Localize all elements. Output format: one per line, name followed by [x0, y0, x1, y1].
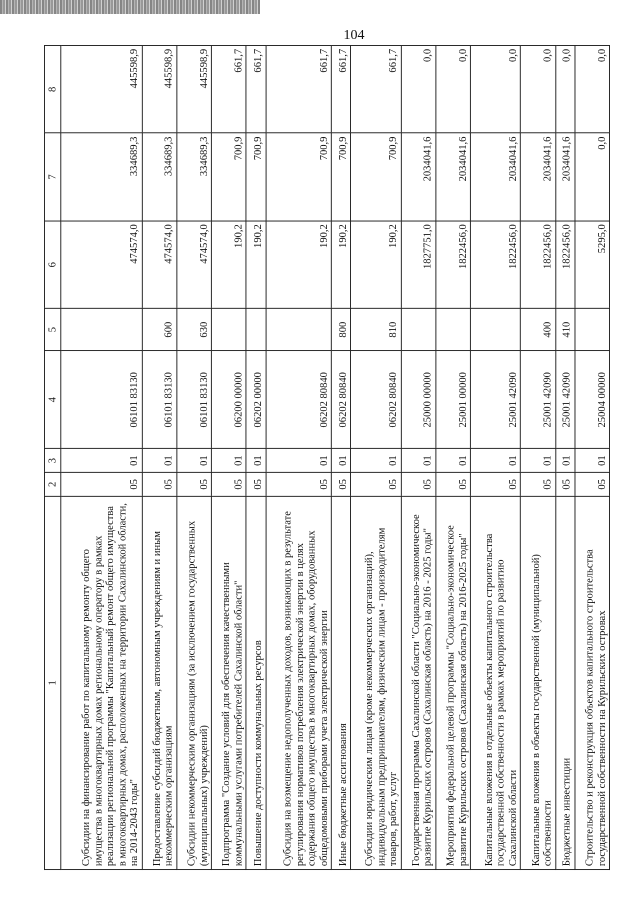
- budget-table: [44, 45, 610, 870]
- row-name-cell: Субсидии некоммерческим организациям (за исключением государственных (муниципальных) учреждений): [177, 496, 212, 869]
- row-value-cell: 2034041,6: [470, 133, 520, 221]
- row-target-article-cell: 06101 83130: [177, 351, 212, 449]
- table-row: [401, 45, 436, 869]
- table-row: [331, 45, 350, 869]
- table-row: [351, 45, 401, 869]
- row-value-cell: 0,0: [401, 45, 436, 133]
- row-name-cell: Иные бюджетные ассигнования: [331, 496, 350, 869]
- row-name-cell: Капитальные вложения в объекты государственной (муниципальной) собственности: [521, 496, 556, 869]
- row-value-cell: 1822456,0: [555, 221, 574, 309]
- row-value-cell: 445598,9: [177, 45, 212, 133]
- table-body: [61, 45, 610, 869]
- row-section-cell: 05: [61, 472, 142, 496]
- row-name-cell: Капитальные вложения в отдельные объекты капитального строительства государственной собственности в рамках мероприятий по развитию Сахалинской области: [470, 496, 520, 869]
- row-section-cell: 05: [470, 472, 520, 496]
- scan-artifact: [0, 0, 260, 14]
- row-target-article-cell: 06200 00000: [212, 351, 247, 449]
- header-cell: 2: [44, 472, 60, 496]
- row-target-article-cell: 25000 00000: [401, 351, 436, 449]
- header-cell: 8: [44, 45, 60, 133]
- row-value-cell: 1822456,0: [470, 221, 520, 309]
- row-value-cell: 334689,3: [61, 133, 142, 221]
- row-expense-type-cell: [246, 309, 265, 351]
- row-name-cell: Бюджетные инвестиции: [555, 496, 574, 869]
- row-section-cell: 05: [575, 472, 610, 496]
- row-subsection-cell: 01: [575, 449, 610, 473]
- row-value-cell: 0,0: [555, 45, 574, 133]
- row-target-article-cell: 06202 80840: [331, 351, 350, 449]
- table-row: [142, 45, 177, 869]
- row-section-cell: 05: [331, 472, 350, 496]
- row-name-cell: Строительство и реконструкция объектов капитального строительства государственной собственности на Курильских островах: [575, 496, 610, 869]
- row-expense-type-cell: 410: [555, 309, 574, 351]
- table-row: [555, 45, 574, 869]
- row-value-cell: 0,0: [521, 45, 556, 133]
- table-row: [246, 45, 265, 869]
- table-row: [436, 45, 471, 869]
- row-section-cell: 05: [142, 472, 177, 496]
- row-subsection-cell: 01: [331, 449, 350, 473]
- row-subsection-cell: 01: [61, 449, 142, 473]
- row-subsection-cell: 01: [246, 449, 265, 473]
- row-value-cell: 190,2: [246, 221, 265, 309]
- row-section-cell: 05: [351, 472, 401, 496]
- row-value-cell: 334689,3: [177, 133, 212, 221]
- row-subsection-cell: 01: [212, 449, 247, 473]
- header-cell: 7: [44, 133, 60, 221]
- row-value-cell: 661,7: [351, 45, 401, 133]
- row-subsection-cell: 01: [142, 449, 177, 473]
- row-expense-type-cell: [401, 309, 436, 351]
- table-row: [61, 45, 142, 869]
- row-value-cell: 190,2: [331, 221, 350, 309]
- table-row: [266, 45, 332, 869]
- row-name-cell: Мероприятия федеральной целевой программы "Социально-экономическое развитие Курильских островов (Сахалинская область) на 2016-2025 годы": [436, 496, 471, 869]
- table-row: [575, 45, 610, 869]
- row-value-cell: 190,2: [351, 221, 401, 309]
- page-number-text: 104: [343, 28, 365, 43]
- table-row: [177, 45, 212, 869]
- row-section-cell: 05: [555, 472, 574, 496]
- row-name-cell: Повышение доступности коммунальных ресурсов: [246, 496, 265, 869]
- row-expense-type-cell: 600: [142, 309, 177, 351]
- row-value-cell: 5295,0: [575, 221, 610, 309]
- row-target-article-cell: 06101 83130: [61, 351, 142, 449]
- row-expense-type-cell: [266, 309, 332, 351]
- row-target-article-cell: 25001 42090: [521, 351, 556, 449]
- row-name-cell: Подпрограмма "Создание условий для обеспечения качественными коммунальными услугами потребителей Сахалинской области": [212, 496, 247, 869]
- header-cell: 3: [44, 449, 60, 473]
- row-section-cell: 05: [401, 472, 436, 496]
- row-section-cell: 05: [266, 472, 332, 496]
- row-value-cell: 334689,3: [142, 133, 177, 221]
- row-name-cell: Субсидии на финансирование работ по капитальному ремонту общего имущества в многоквартирных домах региональному оператору в рамках реализации региональной программы "Капитальный ремонт общего имущества в многоквартирных домах, расположенных на территории Сахалинской области, на 2014-2043 годы": [61, 496, 142, 869]
- row-subsection-cell: 01: [351, 449, 401, 473]
- header-cell: 4: [44, 351, 60, 449]
- row-name-cell: Субсидия на возмещение недополученных доходов, возникающих в результате регулирования нормативов потребления электрической энергии в целях содержания общего имущества в многоквартирных домах, оборудованных общедомовыми приборами учета электрической энергии: [266, 496, 332, 869]
- row-value-cell: 661,7: [331, 45, 350, 133]
- page-number: [74, 29, 634, 43]
- row-value-cell: 700,9: [331, 133, 350, 221]
- row-target-article-cell: 06202 80840: [351, 351, 401, 449]
- row-value-cell: 474574,0: [177, 221, 212, 309]
- row-target-article-cell: 25001 42090: [470, 351, 520, 449]
- row-subsection-cell: 01: [470, 449, 520, 473]
- row-value-cell: 700,9: [351, 133, 401, 221]
- row-expense-type-cell: [470, 309, 520, 351]
- row-value-cell: 0,0: [470, 45, 520, 133]
- row-value-cell: 2034041,6: [436, 133, 471, 221]
- table-row: [212, 45, 247, 869]
- row-value-cell: 445598,9: [61, 45, 142, 133]
- row-value-cell: 190,2: [266, 221, 332, 309]
- table-container: [44, 45, 610, 867]
- row-target-article-cell: 25001 42090: [555, 351, 574, 449]
- row-value-cell: 661,7: [246, 45, 265, 133]
- row-subsection-cell: 01: [401, 449, 436, 473]
- header-cell: 6: [44, 221, 60, 309]
- row-value-cell: 474574,0: [142, 221, 177, 309]
- row-value-cell: 661,7: [266, 45, 332, 133]
- row-expense-type-cell: [575, 309, 610, 351]
- row-value-cell: 474574,0: [61, 221, 142, 309]
- row-value-cell: 700,9: [212, 133, 247, 221]
- row-value-cell: 2034041,6: [401, 133, 436, 221]
- row-target-article-cell: 06202 80840: [266, 351, 332, 449]
- row-section-cell: 05: [212, 472, 247, 496]
- row-value-cell: 2034041,6: [555, 133, 574, 221]
- row-target-article-cell: 06101 83130: [142, 351, 177, 449]
- row-expense-type-cell: 800: [331, 309, 350, 351]
- row-subsection-cell: 01: [266, 449, 332, 473]
- row-value-cell: 190,2: [212, 221, 247, 309]
- row-section-cell: 05: [436, 472, 471, 496]
- header-row: [44, 45, 60, 869]
- row-value-cell: 445598,9: [142, 45, 177, 133]
- row-target-article-cell: 25001 00000: [436, 351, 471, 449]
- header-cell: 5: [44, 309, 60, 351]
- row-name-cell: Государственная программа Сахалинской области "Социально-экономическое развитие Курильских островов (Сахалинская область) на 2016 - 2025 годы": [401, 496, 436, 869]
- row-section-cell: 05: [521, 472, 556, 496]
- row-expense-type-cell: 810: [351, 309, 401, 351]
- row-subsection-cell: 01: [177, 449, 212, 473]
- row-value-cell: 1822456,0: [521, 221, 556, 309]
- row-subsection-cell: 01: [436, 449, 471, 473]
- row-target-article-cell: 06202 00000: [246, 351, 265, 449]
- row-value-cell: 661,7: [212, 45, 247, 133]
- row-expense-type-cell: 630: [177, 309, 212, 351]
- row-section-cell: 05: [177, 472, 212, 496]
- row-expense-type-cell: [61, 309, 142, 351]
- row-value-cell: 0,0: [575, 45, 610, 133]
- row-name-cell: Предоставление субсидий бюджетным, автономным учреждениям и иным некоммерческим организациям: [142, 496, 177, 869]
- row-name-cell: Субсидии юридическим лицам (кроме некоммерческих организаций), индивидуальным предпринимателям, физическим лицам - производителям товаров, работ, услуг: [351, 496, 401, 869]
- row-expense-type-cell: 400: [521, 309, 556, 351]
- row-subsection-cell: 01: [521, 449, 556, 473]
- row-value-cell: 1822456,0: [436, 221, 471, 309]
- row-value-cell: 0,0: [436, 45, 471, 133]
- table-row: [521, 45, 556, 869]
- row-value-cell: 0,0: [575, 133, 610, 221]
- row-value-cell: 700,9: [246, 133, 265, 221]
- header-cell: 1: [44, 496, 60, 869]
- row-expense-type-cell: [212, 309, 247, 351]
- row-target-article-cell: 25004 00000: [575, 351, 610, 449]
- row-expense-type-cell: [436, 309, 471, 351]
- row-value-cell: 700,9: [266, 133, 332, 221]
- row-subsection-cell: 01: [555, 449, 574, 473]
- row-value-cell: 1827751,0: [401, 221, 436, 309]
- row-section-cell: 05: [246, 472, 265, 496]
- table-row: [470, 45, 520, 869]
- row-value-cell: 2034041,6: [521, 133, 556, 221]
